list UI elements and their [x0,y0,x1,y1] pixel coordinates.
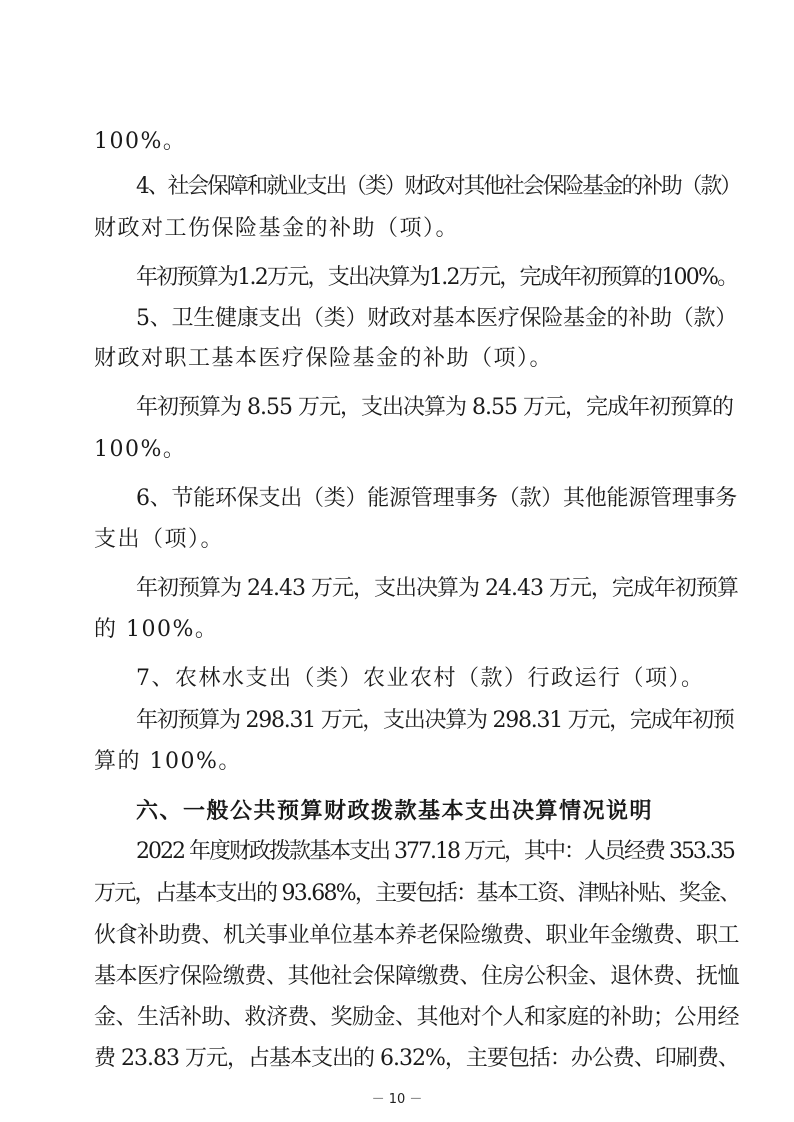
text-line-22: 费 23.83 万元，占基本支出的 6.32%，主要包括：办公费、印刷费、 [94,1046,739,1071]
text-line-20: 基本医疗保险缴费、其他社会保障缴费、住房公积金、退休费、抚恤 [94,964,740,989]
text-line-19: 伙食补助费、机关事业单位基本养老保险缴费、职业年金缴费、职工 [94,923,740,948]
text-line-15: 算的 100%。 [94,749,242,774]
text-line-13: 7、农林水支出（类）农业农村（款）行政运行（项）。 [136,666,705,691]
text-line-2: 4、社会保障和就业支出（类）财政对其他社会保险基金的补助（款） [136,174,740,199]
text-line-11: 年初预算为 24.43 万元，支出决算为 24.43 万元，完成年初预算 [136,576,738,601]
text-line-10: 支出（项）。 [94,527,225,552]
text-line-12: 的 100%。 [94,617,219,642]
text-line-14: 年初预算为 298.31 万元，支出决算为 298.31 万元，完成年初预 [136,708,734,733]
text-line-5: 5、卫生健康支出（类）财政对基本医疗保险基金的补助（款） [136,306,737,331]
text-line-7: 年初预算为 8.55 万元，支出决算为 8.55 万元，完成年初预算的 [136,395,733,420]
text-line-3: 财政对工伤保险基金的补助（项）。 [94,216,460,241]
text-line-6: 财政对职工基本医疗保险基金的补助（项）。 [94,346,554,371]
text-line-21: 金、生活补助、救济费、奖励金、其他对个人和家庭的补助；公用经 [94,1005,740,1030]
text-line-1: 100%。 [94,129,187,154]
text-line-4: 年初预算为1.2万元，支出决算为1.2万元，完成年初预算的100%。 [136,265,738,290]
text-line-18: 万元，占基本支出的 93.68%，主要包括：基本工资、津贴补贴、奖金、 [94,881,740,906]
section-heading: 六、一般公共预算财政拨款基本支出决算情况说明 [136,798,654,824]
text-line-8: 100%。 [94,437,187,462]
text-line-9: 6、节能环保支出（类）能源管理事务（款）其他能源管理事务 [136,486,737,511]
page-number: － 10 － [371,1092,423,1107]
text-line-17: 2022 年度财政拨款基本支出 377.18 万元，其中：人员经费 353.35 [136,839,734,864]
